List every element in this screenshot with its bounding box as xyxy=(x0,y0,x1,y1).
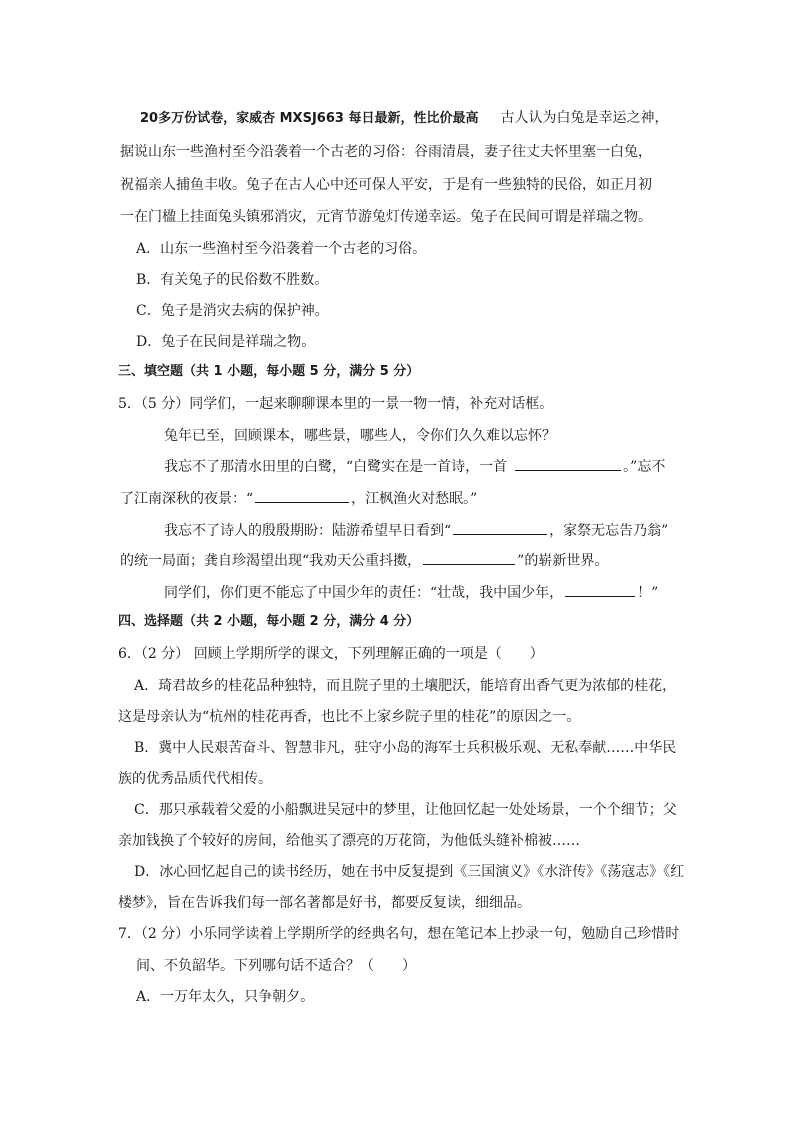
q5-blank-4[interactable] xyxy=(423,550,515,565)
q5-line-4 xyxy=(164,520,668,540)
q5-line-4-text-a: 我忘不了诗人的殷殷期盼：陆游希望早日看到“ xyxy=(164,523,452,539)
q6-option-c-line-1: C．那只承载着父爱的小船飘进吴冠中的梦里，让他回忆起一处处场景，一个个细节；父 xyxy=(134,802,677,818)
passage-line-1: 古人认为白兔是幸运之神， xyxy=(500,110,669,126)
watermark-text: 20多万份试卷，家威杏 MXSJ663 每日最新，性比价最高 xyxy=(140,111,479,126)
q5-line-2-text-a: 我忘不了那清水田里的白鹭，“白鹭实在是一首诗，一首 xyxy=(164,459,508,475)
q5-stem: 5．（5 分）同学们，一起来聊聊课本里的一景一物一情，补充对话框。 xyxy=(118,396,554,412)
q4-option-d: D．兔子在民间是祥瑞之物。 xyxy=(136,334,316,350)
q6-option-b-line-1: B．冀中人民艰苦奋斗、智慧非凡，驻守小岛的海军士兵积极乐观、无私奉献……中华民 xyxy=(134,740,677,756)
q5-line-2 xyxy=(164,456,665,476)
q5-line-5 xyxy=(120,550,608,570)
q6-option-d-line-1: D．冰心回忆起自己的读书经历，她在书中反复提到《三国演义》《水浒传》《荡寇志》《红 xyxy=(134,864,685,880)
q6-option-b-line-2: 族的优秀品质代代相传。 xyxy=(118,771,272,787)
q5-line-2-text-b: 。”忘不 xyxy=(623,459,666,475)
passage-line-3: 祝福亲人捕鱼丰收。兔子在古人心中还可保人平安，于是有一些独特的民俗，如正月初 xyxy=(120,177,652,193)
passage-line-2: 据说山东一些渔村至今沿袭着一个古老的习俗：谷雨清晨，妻子往丈夫怀里塞一白兔， xyxy=(120,144,652,160)
q5-line-5-text-b: ”的崭新世界。 xyxy=(517,553,609,569)
q6-option-d-line-2: 楼梦》，旨在告诉我们每一部名著都是好书，都要反复读，细细品。 xyxy=(118,895,531,911)
q5-line-4-text-b: ，家祭无忘告乃翁” xyxy=(549,523,669,539)
passage-line-4: 一在门楹上挂面兔头镇邪消灾，元宵节游兔灯传递幸运。兔子在民间可谓是祥瑞之物。 xyxy=(120,209,652,225)
section-4-heading: 四、选择题（共 2 小题，每小题 2 分，满分 4 分） xyxy=(118,614,420,629)
q6-option-a-line-2: 这是母亲认为“杭州的桂花再香，也比不上家乡院子里的桂花”的原因之一。 xyxy=(118,709,581,725)
q4-option-c: C．兔子是消灾去病的保护神。 xyxy=(136,303,329,319)
q5-blank-2[interactable] xyxy=(255,488,349,503)
q5-line-6 xyxy=(164,582,658,602)
q5-line-3-text-b: ，江枫渔火对愁眠。” xyxy=(351,491,478,507)
q5-blank-1[interactable] xyxy=(515,456,621,471)
q4-option-b: B．有关兔子的民俗数不胜数。 xyxy=(136,272,329,288)
q5-line-3 xyxy=(120,488,477,508)
q5-line-6-text-b: ！” xyxy=(637,585,659,601)
q7-stem-line-1: 7．（2 分）小乐同学读着上学期所学的经典名句，想在笔记本上抄录一句，勉励自己珍惜时 xyxy=(118,926,680,942)
q6-option-c-line-2: 亲加钱换了个较好的房间，给他买了漂亮的万花筒，为他低头缝补棉被…… xyxy=(118,833,580,849)
q6-stem: 6．（2 分） 回顾上学期所学的课文，下列理解正确的一项是（ ） xyxy=(118,646,544,662)
q4-option-a: A．山东一些渔村至今沿袭着一个古老的习俗。 xyxy=(136,241,427,257)
q5-blank-5[interactable] xyxy=(565,582,635,597)
q7-stem-line-2: 间、不负韶华。下列哪句话不适合？（ ） xyxy=(136,958,416,974)
q5-line-1: 兔年已至，回顾课本，哪些景，哪些人，令你们久久难以忘怀？ xyxy=(164,428,556,444)
section-3-heading: 三、填空题（共 1 小题，每小题 5 分，满分 5 分） xyxy=(118,364,420,379)
passage-first-line xyxy=(140,108,668,128)
q7-option-a: A．一万年太久，只争朝夕。 xyxy=(136,989,315,1005)
q5-blank-3[interactable] xyxy=(453,520,547,535)
q5-line-3-text-a: 了江南深秋的夜景：“ xyxy=(120,491,254,507)
q6-option-a-line-1: A．琦君故乡的桂花品种独特，而且院子里的土壤肥沃，能培育出香气更为浓郁的桂花， xyxy=(134,678,677,694)
q5-line-5-text-a: 的统一局面；龚自珍渴望出现“我劝天公重抖擞， xyxy=(120,553,422,569)
q5-line-6-text-a: 同学们，你们更不能忘了中国少年的责任：“壮哉，我中国少年， xyxy=(164,585,564,601)
